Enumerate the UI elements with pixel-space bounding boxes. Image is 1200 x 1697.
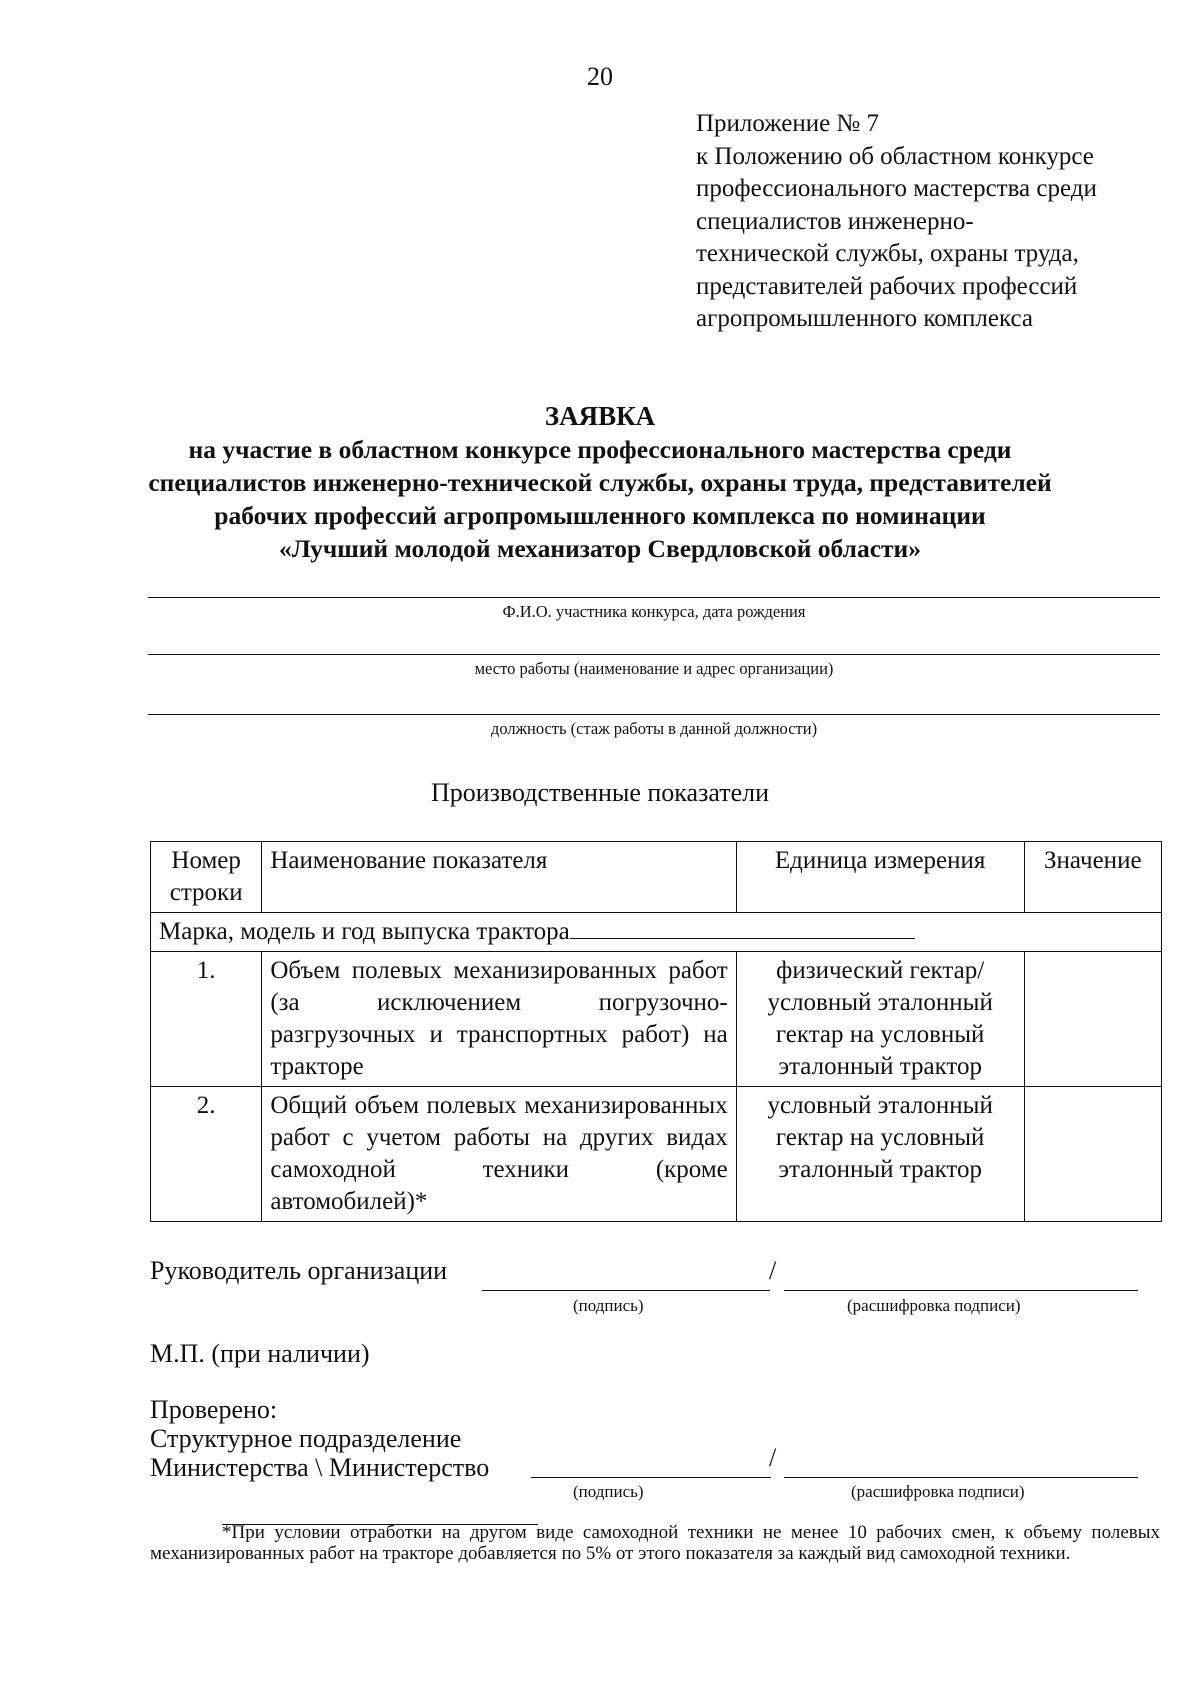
- unit-line: Министерства \ Министерство: [150, 1453, 490, 1482]
- title-line: на участие в областном конкурсе профессионального мастерства среди: [188, 435, 1012, 464]
- title-line: рабочих профессий агропромышленного комплекса по номинации: [214, 501, 986, 530]
- tractor-model-cell: [151, 913, 1162, 952]
- row-name: Общий объем полевых механизированных работ с учетом работы на других видах самоходной техники (кроме автомобилей)*: [262, 1087, 736, 1222]
- signature-caption: (подпись): [573, 1296, 644, 1315]
- row-unit: условный эталонный гектар на условный эталонный трактор: [736, 1087, 1024, 1222]
- checked-signature-line[interactable]: [531, 1477, 771, 1478]
- workplace-field-line[interactable]: [148, 654, 1160, 655]
- header-number: Номер строки: [151, 842, 262, 913]
- tractor-model-input-line[interactable]: [570, 916, 915, 939]
- appendix-line: профессионального мастерства среди: [696, 175, 1097, 202]
- row-number: 1.: [151, 952, 262, 1087]
- title-line: специалистов инженерно-технической службы, охраны труда, представителей: [148, 468, 1052, 497]
- checked-label: Проверено:: [150, 1395, 278, 1424]
- appendix-line: агропромышленного комплекса: [696, 305, 1034, 332]
- signature-caption: (подпись): [573, 1482, 644, 1501]
- row-number: 2.: [151, 1087, 262, 1222]
- row-name: Объем полевых механизированных работ (за исключением погрузочно-разгрузочных и транспортных работ) на тракторе: [262, 952, 736, 1087]
- checked-block: [150, 1395, 489, 1482]
- appendix-line: представителей рабочих профессий: [696, 272, 1078, 300]
- position-field-line[interactable]: [148, 714, 1160, 715]
- footnote-text: *При условии отработки на другом виде самоходной техники не менее 10 рабочих смен, к объему полевых механизированных работ на тракторе добавляется по 5% от этого показателя за каждый вид самоходной техники.: [150, 1522, 1160, 1564]
- row-value[interactable]: [1024, 1087, 1161, 1222]
- head-signature-line[interactable]: [482, 1290, 770, 1291]
- table-header-row: [151, 842, 1162, 913]
- tractor-model-row: [151, 913, 1162, 952]
- decoding-caption: (расшифровка подписи): [851, 1482, 1025, 1501]
- title-line: «Лучший молодой механизатор Свердловской области»: [278, 534, 922, 563]
- appendix-line: технической службы, охраны труда,: [696, 240, 1079, 267]
- header-name: Наименование показателя: [262, 842, 736, 913]
- title-heading: ЗАЯВКА: [544, 401, 656, 431]
- decoding-caption: (расшифровка подписи): [847, 1296, 1021, 1315]
- position-caption: должность (стаж работы в данной должности): [490, 719, 818, 738]
- tractor-model-label: Марка, модель и год выпуска трактора: [159, 918, 570, 945]
- stamp-label: М.П. (при наличии): [150, 1339, 370, 1368]
- row-value[interactable]: [1024, 952, 1161, 1087]
- appendix-line: к Положению об областном конкурсе: [696, 142, 1094, 170]
- indicators-table: [150, 841, 1162, 1222]
- appendix-line: специалистов инженерно-: [696, 207, 974, 235]
- table-row: [151, 1087, 1162, 1222]
- unit-line: Структурное подразделение: [150, 1424, 462, 1453]
- head-decoding-line[interactable]: [784, 1290, 1138, 1291]
- section-title: Производственные показатели: [430, 778, 770, 807]
- application-title: [0, 400, 1200, 565]
- table-row: [151, 952, 1162, 1087]
- signature-separator: /: [769, 1256, 777, 1285]
- header-value: Значение: [1024, 842, 1161, 913]
- workplace-caption: место работы (наименование и адрес организации): [474, 659, 834, 678]
- fio-caption: Ф.И.О. участника конкурса, дата рождения: [502, 602, 806, 621]
- fio-field-line[interactable]: [148, 597, 1160, 598]
- header-unit: Единица измерения: [736, 842, 1024, 913]
- checked-decoding-line[interactable]: [784, 1477, 1138, 1478]
- page-number: 20: [587, 62, 613, 91]
- head-label: Руководитель организации: [150, 1256, 448, 1285]
- appendix-reference: [696, 108, 1097, 336]
- appendix-line: Приложение № 7: [696, 110, 880, 137]
- signature-separator: /: [769, 1443, 777, 1472]
- row-unit: физический гектар/ условный эталонный гектар на условный эталонный трактор: [736, 952, 1024, 1087]
